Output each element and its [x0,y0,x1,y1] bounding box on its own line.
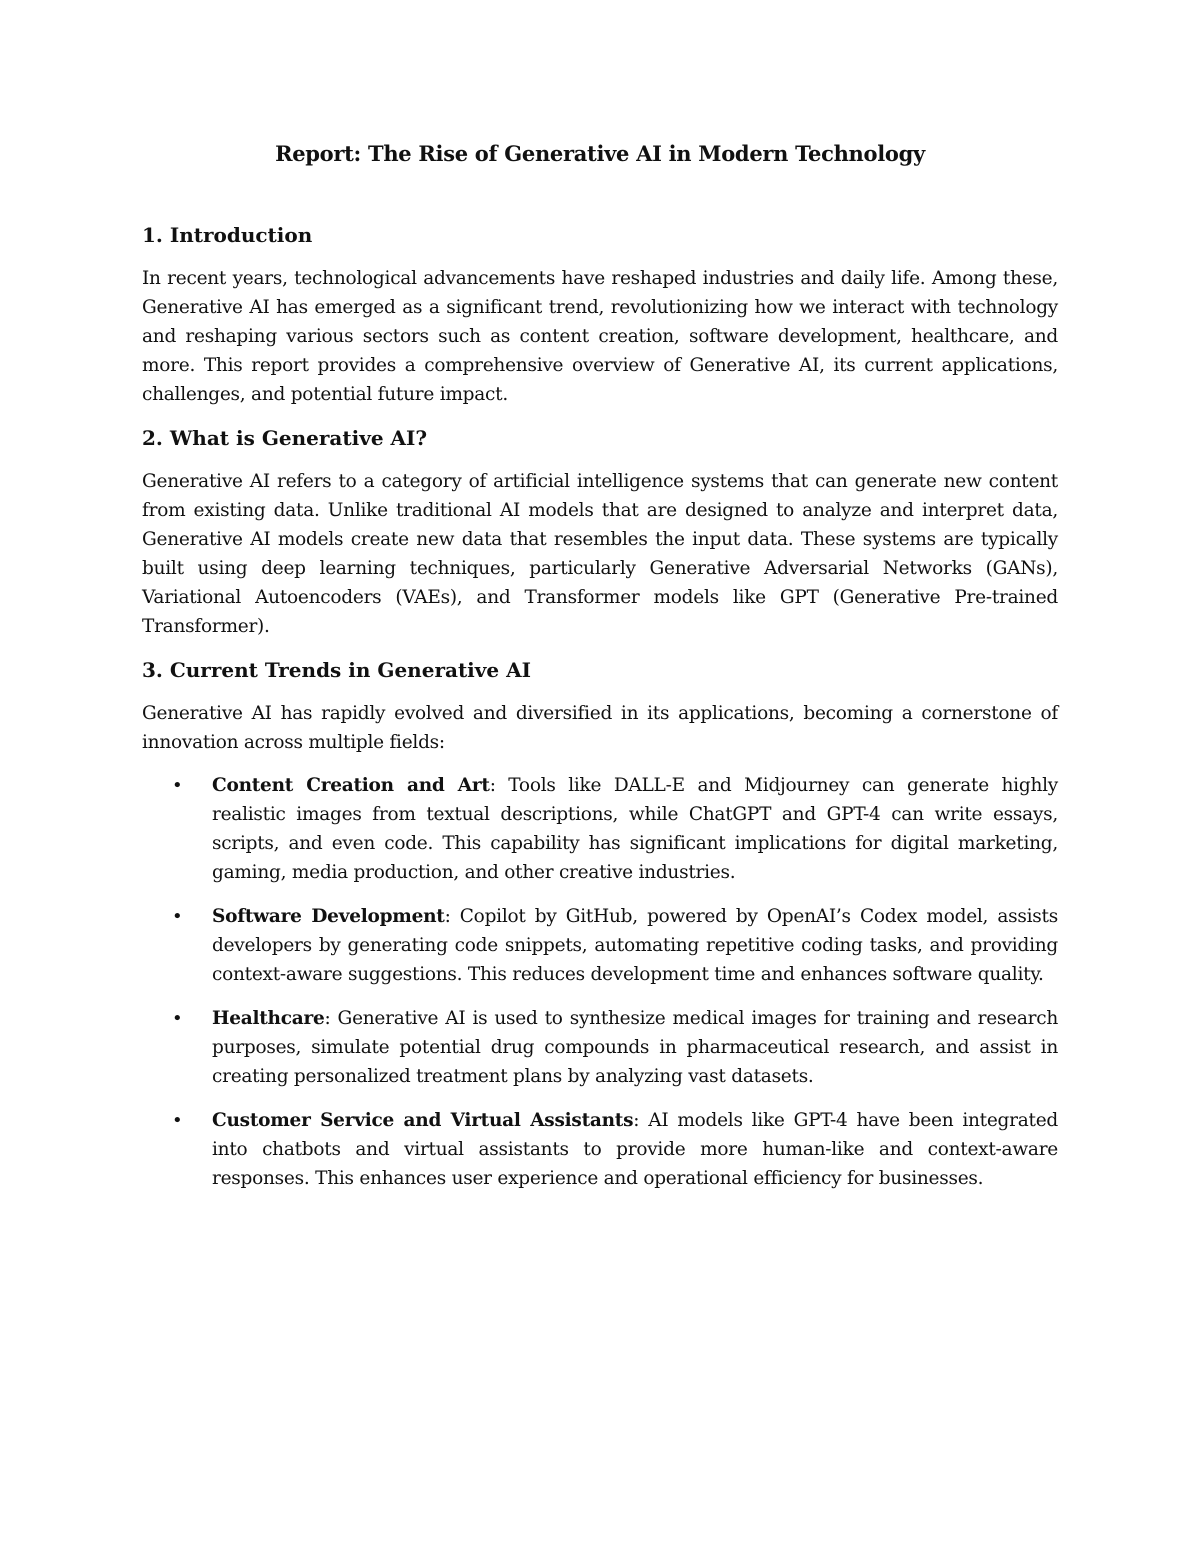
bullet-icon: • [172,775,183,796]
bullet-icon: • [172,1008,183,1029]
list-item [142,1106,1058,1193]
section-current-trends [142,655,1058,1193]
bullet-text: : Generative AI is used to synthesize medical images for training and research purposes, simulate potential drug compounds in pharmaceutical research, and assist in creating personalized treatment plans by analyzing vast datasets. [212,1008,1058,1087]
document-page [142,138,1058,1208]
bullet-term: Content Creation and Art [212,775,490,796]
what-is-paragraph: Generative AI refers to a category of artificial intelligence systems that can generate new content from existing data. Unlike traditional AI models that are designed to analyze and interpret data, Generative AI models create new data that resembles the input data. These systems are typically built using deep learning techniques, particularly Generative Adversarial Networks (GANs), Variational Autoencoders (VAEs), and Transformer models like GPT (Generative Pre-trained Transformer). [142,471,1058,637]
section-what-is-generative-ai [142,423,1058,641]
bullet-term: Customer Service and Virtual Assistants [212,1110,634,1131]
document-title: Report: The Rise of Generative AI in Modern Technology [275,141,925,166]
bullet-icon: • [172,1110,183,1131]
section-heading-trends: 3. Current Trends in Generative AI [142,658,531,682]
bullet-text: : Tools like DALL-E and Midjourney can generate highly realistic images from textual descriptions, while ChatGPT and GPT-4 can write essays, scripts, and even code. This capability has significant implications for digital marketing, gaming, media production, and other creative industries. [212,775,1058,883]
list-item [142,902,1058,989]
section-introduction [142,220,1058,409]
bullet-term: Healthcare [212,1008,325,1029]
bullet-text: : Copilot by GitHub, powered by OpenAI’s Codex model, assists developers by generating code snippets, automating repetitive coding tasks, and providing context-aware suggestions. This reduces development time and enhances software quality. [212,906,1058,985]
section-heading-what-is: 2. What is Generative AI? [142,426,428,450]
list-item [142,771,1058,887]
introduction-paragraph: In recent years, technological advancements have reshaped industries and daily life. Among these, Generative AI has emerged as a significant trend, revolutionizing how we interact with technology and reshaping various sectors such as content creation, software development, healthcare, and more. This report provides a comprehensive overview of Generative AI, its current applications, challenges, and potential future impact. [142,268,1058,405]
trends-intro-paragraph: Generative AI has rapidly evolved and diversified in its applications, becoming a cornerstone of innovation across multiple fields: [142,703,1058,753]
bullet-icon: • [172,906,183,927]
section-heading-introduction: 1. Introduction [142,223,313,247]
bullet-term: Software Development [212,906,445,927]
list-item [142,1004,1058,1091]
bullet-text: : AI models like GPT-4 have been integrated into chatbots and virtual assistants to provide more human-like and context-aware responses. This enhances user experience and operational efficiency for businesses. [212,1110,1059,1189]
trends-bullet-list [142,771,1058,1193]
